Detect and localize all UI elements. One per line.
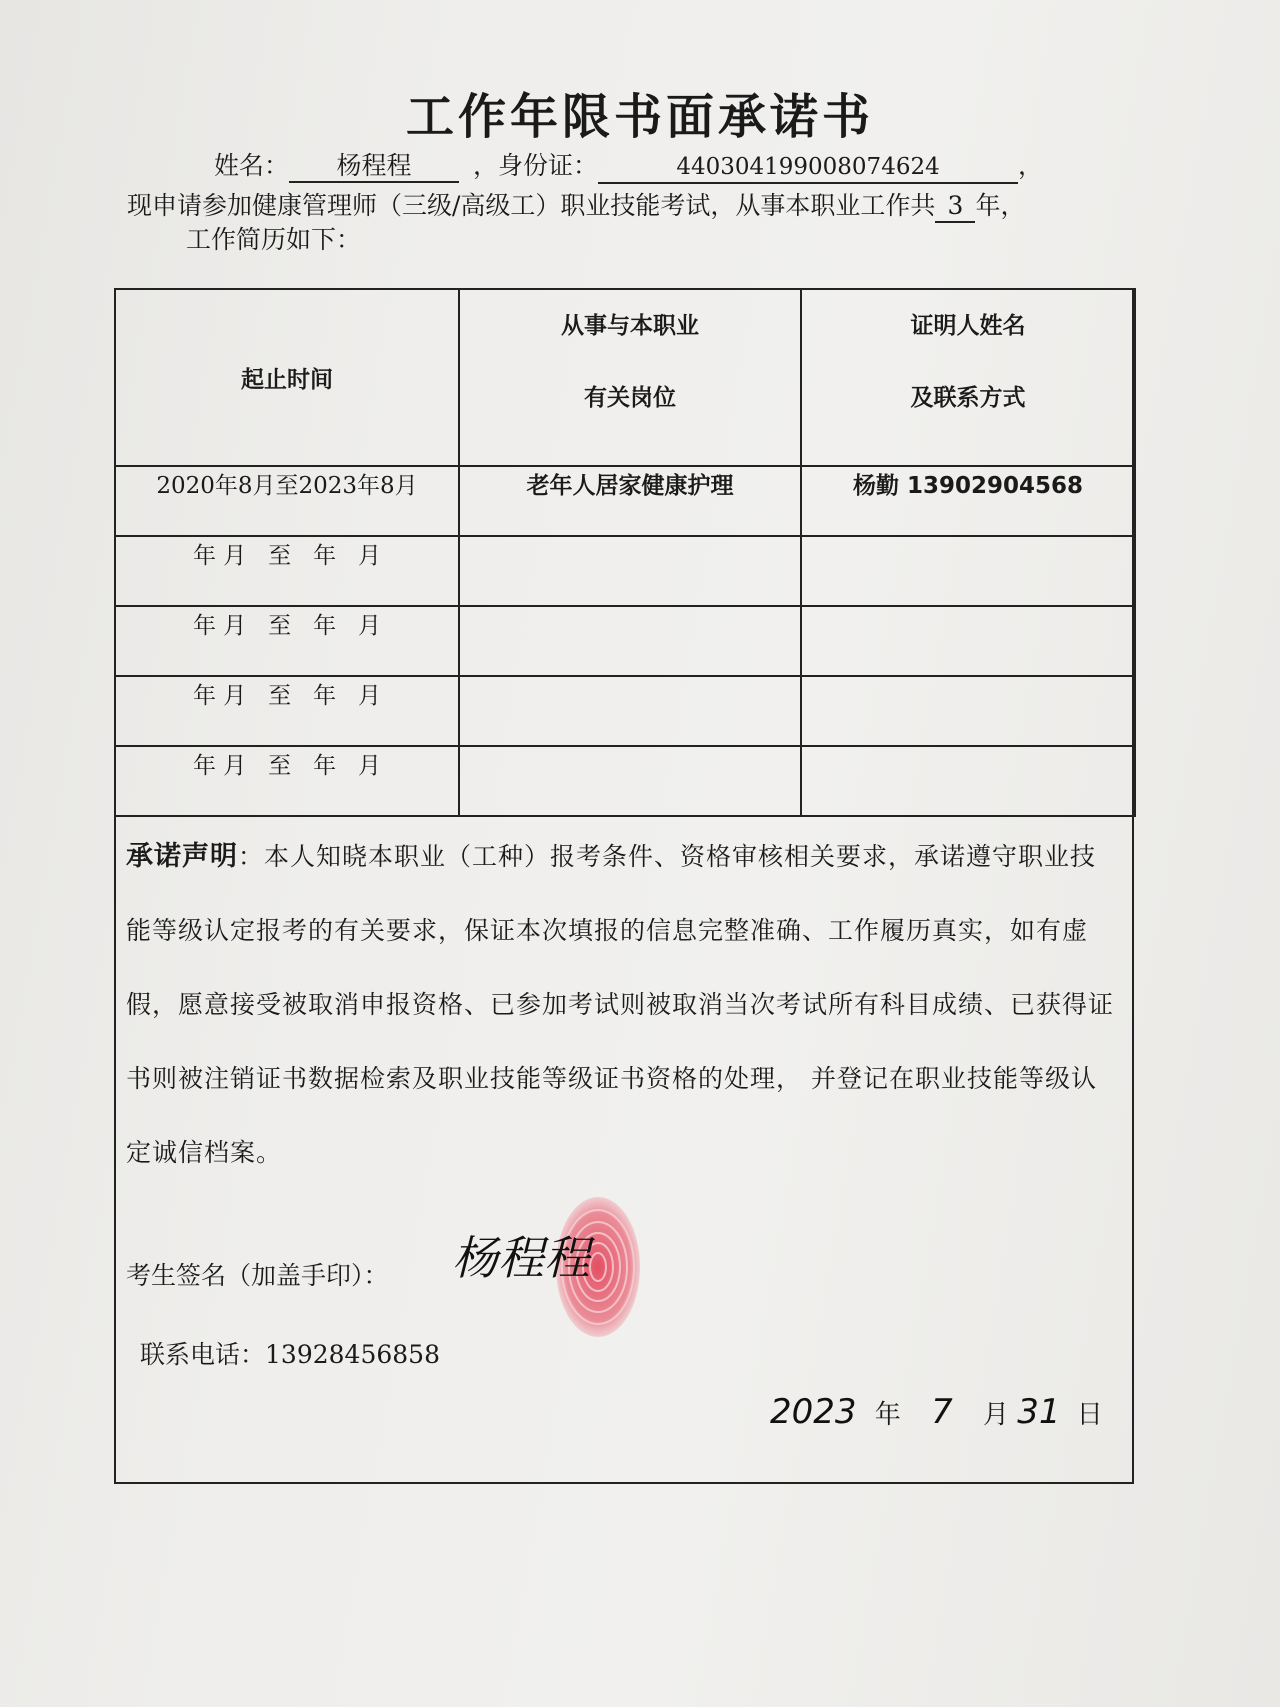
date-month-label: 月 <box>982 1400 1009 1430</box>
table-row <box>115 606 1135 676</box>
id-number: 440304199008074624 <box>598 152 1018 184</box>
signed-name: 杨程程 <box>452 1231 590 1285</box>
position-cell <box>459 606 801 676</box>
date-year-label: 年 <box>874 1400 901 1430</box>
intro-years-label: 年， <box>975 191 1026 220</box>
table-row <box>115 466 1135 536</box>
date-line <box>770 1392 1103 1432</box>
contact-line <box>140 1335 440 1371</box>
table-row <box>115 676 1135 746</box>
witness-cell <box>801 676 1135 746</box>
position-cell <box>459 746 801 816</box>
name-value: 杨程程 <box>289 151 459 183</box>
witness-cell <box>801 536 1135 606</box>
signature-label: 考生签名（加盖手印）： <box>126 1261 389 1290</box>
table-header-row <box>115 289 1135 466</box>
document-title: 工作年限书面承诺书 <box>405 89 874 145</box>
intro-line-2: 工作简历如下： <box>186 225 362 254</box>
declaration-body: ：本人知晓本职业（工种）报考条件、资格审核相关要求，承诺遵守职业技能等级认定报考的有关要求，保证本次填报的信息完整准确、工作履历真实，如有虚假，愿意接受被取消申报资格、已参加考试则被取消当次考试所有科目成绩、已获得证书则被注销证书数据检索及职业技能等级证书资格的处理， 并登记在职业技能等级认定诚信档案。 <box>126 842 1115 1167</box>
phone-value: 13928456858 <box>265 1340 440 1369</box>
date-day: 31 <box>1017 1392 1061 1432</box>
header-witness-line1: 证明人姓名 <box>910 313 1026 339</box>
applicant-line <box>214 146 1043 184</box>
header-position-line2: 有关岗位 <box>584 385 676 411</box>
header-position <box>459 289 801 466</box>
period-cell: 年 月 至 年 月 <box>115 746 459 816</box>
witness-cell <box>801 606 1135 676</box>
header-period: 起止时间 <box>115 289 459 466</box>
header-witness <box>801 289 1135 466</box>
work-history-table <box>114 288 1136 817</box>
header-witness-line2: 及联系方式 <box>910 385 1026 411</box>
id-tail: ， <box>1018 151 1044 180</box>
id-label: ，身份证： <box>473 151 599 180</box>
period-cell: 年 月 至 年 月 <box>115 606 459 676</box>
period-cell: 年 月 至 年 月 <box>115 536 459 606</box>
handwritten-signature <box>452 1222 590 1288</box>
witness-cell: 杨勤 13902904568 <box>801 466 1135 536</box>
declaration <box>126 820 1116 1190</box>
table-row <box>115 746 1135 816</box>
declaration-heading: 承诺声明 <box>126 841 238 872</box>
date-year: 2023 <box>770 1392 857 1432</box>
intro-line-1 <box>127 186 1025 223</box>
position-cell: 老年人居家健康护理 <box>459 466 801 536</box>
phone-label: 联系电话： <box>140 1340 266 1369</box>
table-row <box>115 536 1135 606</box>
name-label: 姓名： <box>214 151 290 180</box>
header-position-line1: 从事与本职业 <box>561 313 699 339</box>
years-value: 3 <box>935 191 975 223</box>
position-cell <box>459 676 801 746</box>
intro-text: 现申请参加健康管理师（三级/高级工）职业技能考试，从事本职业工作共 <box>127 191 936 220</box>
witness-cell <box>801 746 1135 816</box>
date-day-label: 日 <box>1076 1400 1103 1430</box>
date-month: 7 <box>931 1392 953 1432</box>
period-cell: 年 月 至 年 月 <box>115 676 459 746</box>
position-cell <box>459 536 801 606</box>
period-cell: 2020年8月至2023年8月 <box>115 466 459 536</box>
